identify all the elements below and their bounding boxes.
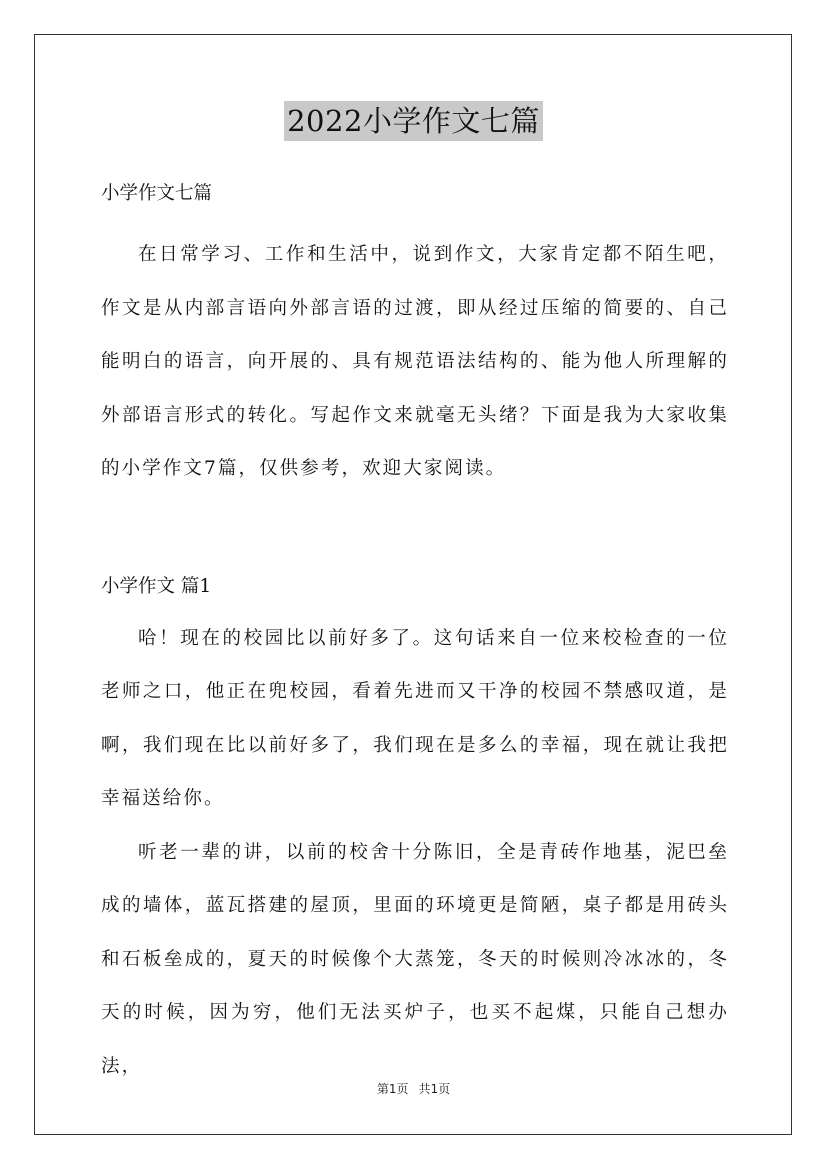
body-paragraph: 听老一辈的讲，以前的校舍十分陈旧，全是青砖作地基，泥巴垒成的墙体，蓝瓦搭建的屋顶，里面的环境更是简陋，桌子都是用砖头和石板垒成的，夏天的时候像个大蒸笼，冬天的时候则冷冰冰的，冬天的时候，因为穷，他们无法买炉子，也买不起煤，只能自己想办法，	[101, 841, 729, 1077]
page-footer	[0, 1080, 827, 1097]
title-container	[0, 101, 827, 141]
document-title: 2022小学作文七篇	[284, 101, 543, 141]
page-number: 第1页	[376, 1082, 409, 1096]
page-total: 共1页	[418, 1082, 451, 1096]
document-subtitle: 小学作文七篇	[101, 183, 213, 204]
body-paragraph: 哈！现在的校园比以前好多了。这句话来自一位来校检查的一位老师之口，他正在兜校园，看着先进而又干净的校园不禁感叹道，是啊，我们现在比以前好多了，我们现在是多么的幸福，现在就让我把幸福送给你。	[101, 627, 729, 809]
section-heading: 小学作文 篇1	[101, 575, 212, 597]
document-body	[101, 175, 729, 1093]
intro-paragraph: 在日常学习、工作和生活中，说到作文，大家肯定都不陌生吧，作文是从内部言语向外部言语的过渡，即从经过压缩的简要的、自己能明白的语言，向开展的、具有规范语法结构的、能为他人所理解的外部语言形式的转化。写起作文来就毫无头绪？下面是我为大家收集的小学作文7篇，仅供参考，欢迎大家阅读。	[101, 244, 729, 479]
